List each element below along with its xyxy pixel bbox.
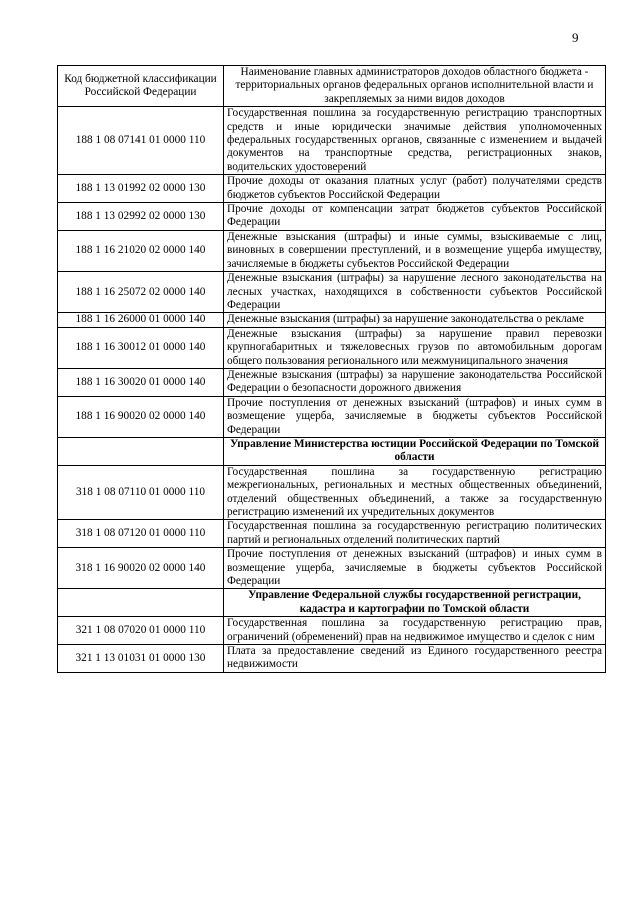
budget-code-cell: 188 1 16 25072 02 0000 140 [58,272,224,313]
budget-classification-table [57,65,606,673]
revenue-description-cell: Денежные взыскания (штрафы) за нарушение законодательства Российской Федерации о безопасности дорожного движения [224,368,606,396]
table-row [58,107,606,175]
header-code: Код бюджетной классификации Российской Федерации [58,66,224,107]
budget-code-cell: 318 1 08 07120 01 0000 110 [58,520,224,548]
budget-code-cell: 188 1 08 07141 01 0000 110 [58,107,224,175]
table-header-row [58,66,606,107]
revenue-description-cell: Денежные взыскания (штрафы) за нарушение законодательства о рекламе [224,313,606,327]
table-row [58,520,606,548]
revenue-description-cell: Плата за предоставление сведений из Единого государственного реестра недвижимости [224,645,606,673]
revenue-description-cell: Денежные взыскания (штрафы) и иные суммы, взыскиваемые с лиц, виновных в совершении преступлений, и в возмещение ущерба имуществу, зачисляемые в бюджеты субъектов Российской Федерации [224,230,606,271]
revenue-description-cell: Государственная пошлина за государственную регистрацию политических партий и региональных отделений политических партий [224,520,606,548]
budget-code-cell: 188 1 13 01992 02 0000 130 [58,175,224,203]
budget-code-cell: 318 1 16 90020 02 0000 140 [58,548,224,589]
table-row [58,203,606,231]
revenue-description-cell: Денежные взыскания (штрафы) за нарушение правил перевозки крупногабаритных и тяжеловесных грузов по автомобильным дорогам общего пользования регионального или межмуниципального значения [224,327,606,368]
revenue-description-cell: Прочие доходы от компенсации затрат бюджетов субъектов Российской Федерации [224,203,606,231]
budget-code-cell: 188 1 16 90020 02 0000 140 [58,396,224,437]
budget-code-cell: 188 1 16 26000 01 0000 140 [58,313,224,327]
budget-code-cell [58,437,224,465]
table-row [58,548,606,589]
table-row [58,313,606,327]
budget-code-cell: 321 1 08 07020 01 0000 110 [58,617,224,645]
revenue-description-cell: Прочие доходы от оказания платных услуг (работ) получателями средств бюджетов субъектов Российской Федерации [224,175,606,203]
administrator-name-cell: Управление Федеральной службы государственной регистрации, кадастра и картографии по Томской области [224,589,606,617]
table-row [58,230,606,271]
table-row [58,465,606,520]
table-row [58,272,606,313]
revenue-description-cell: Прочие поступления от денежных взысканий (штрафов) и иных сумм в возмещение ущерба, зачисляемые в бюджеты субъектов Российской Федерации [224,548,606,589]
section-header-row [58,589,606,617]
revenue-description-cell: Государственная пошлина за государственную регистрацию транспортных средств и иные юридически значимые действия уполномоченных федеральных государственных органов, связанные с изменением и выдачей документов на транспортные средства, регистрационных знаков, водительских удостоверений [224,107,606,175]
table-row [58,617,606,645]
revenue-description-cell: Денежные взыскания (штрафы) за нарушение лесного законодательства на лесных участках, находящихся в собственности субъектов Российской Федерации [224,272,606,313]
page-number: 9 [572,30,579,45]
revenue-description-cell: Государственная пошлина за государственную регистрацию межрегиональных, региональных и местных общественных объединений, отделений общественных объединений, а также за государственную регистрацию изменений их учредительных документов [224,465,606,520]
budget-code-cell: 188 1 16 30020 01 0000 140 [58,368,224,396]
budget-code-cell: 188 1 16 21020 02 0000 140 [58,230,224,271]
budget-code-cell: 188 1 13 02992 02 0000 130 [58,203,224,231]
table-row [58,645,606,673]
table-row [58,327,606,368]
budget-code-cell: 321 1 13 01031 01 0000 130 [58,645,224,673]
budget-code-cell: 318 1 08 07110 01 0000 110 [58,465,224,520]
revenue-description-cell: Прочие поступления от денежных взысканий (штрафов) и иных сумм в возмещение ущерба, зачисляемые в бюджеты субъектов Российской Федерации [224,396,606,437]
revenue-description-cell: Государственная пошлина за государственную регистрацию прав, ограничений (обременений) прав на недвижимое имущество и сделок с ним [224,617,606,645]
section-header-row [58,437,606,465]
budget-code-cell: 188 1 16 30012 01 0000 140 [58,327,224,368]
budget-code-cell [58,589,224,617]
table-row [58,368,606,396]
header-description: Наименование главных администраторов доходов областного бюджета - территориальных органов федеральных органов исполнительной власти и закрепляемых за ними видов доходов [224,66,606,107]
administrator-name-cell: Управление Министерства юстиции Российской Федерации по Томской области [224,437,606,465]
table-row [58,396,606,437]
table-row [58,175,606,203]
